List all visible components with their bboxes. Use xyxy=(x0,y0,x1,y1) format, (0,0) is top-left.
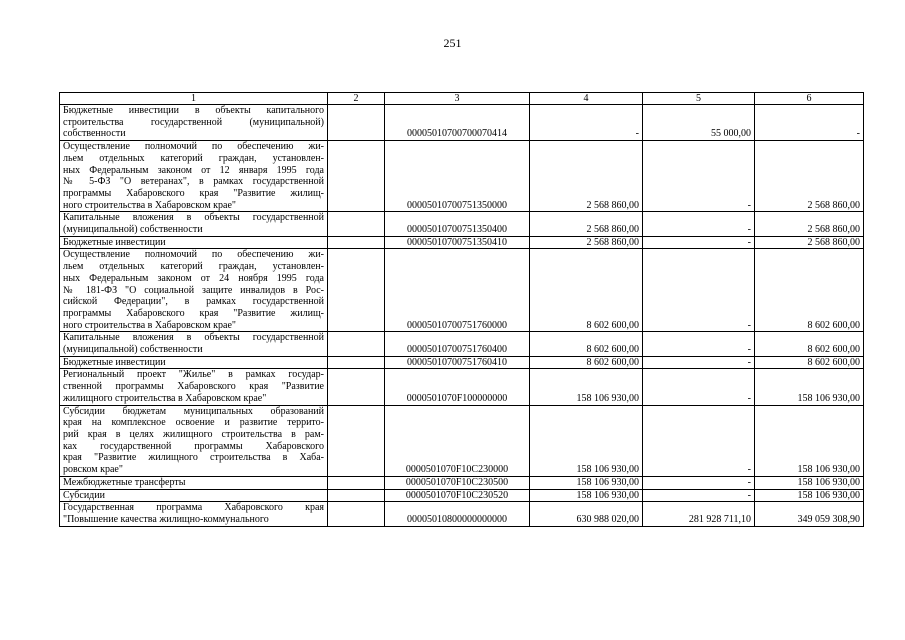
description-line: ного строительства в Хабаровском крае" xyxy=(63,199,236,211)
row-value-4: 2 568 860,00 xyxy=(530,212,643,236)
row-column-2 xyxy=(328,489,385,502)
row-value-6: 8 602 600,00 xyxy=(755,332,864,356)
row-description xyxy=(60,405,328,476)
row-code: 00005010700751350000 xyxy=(385,141,530,212)
description-line: "Повышение качества жилищно-коммунального xyxy=(63,513,269,525)
row-description xyxy=(60,141,328,212)
row-description xyxy=(60,332,328,356)
description-line: ственной программы Хабаровского края "Развитие xyxy=(63,381,324,393)
row-column-2 xyxy=(328,369,385,405)
row-value-5: - xyxy=(643,332,755,356)
description-line: сийской Федерации", в рамках государственной xyxy=(63,296,324,308)
description-line: Межбюджетные трансферты xyxy=(63,476,186,488)
table-row xyxy=(60,369,864,405)
row-value-6: 2 568 860,00 xyxy=(755,236,864,249)
description-line: собственности xyxy=(63,128,126,140)
description-line: (муниципальной) собственности xyxy=(63,344,203,356)
description-line: ках государственной программы Хабаровского xyxy=(63,440,324,452)
description-line: ного строительства в Хабаровском крае" xyxy=(63,319,236,331)
row-value-4: 8 602 600,00 xyxy=(530,356,643,369)
description-line: рий края в целях жилищного строительства в рам- xyxy=(63,428,324,440)
description-line: края "Развитие жилищного строительства в Хаба- xyxy=(63,452,324,464)
table-row xyxy=(60,236,864,249)
description-line: Государственная программа Хабаровского края xyxy=(63,502,324,514)
row-value-4: 630 988 020,00 xyxy=(530,502,643,526)
row-code: 00005010700751760400 xyxy=(385,332,530,356)
description-line: Субсидии бюджетам муниципальных образований xyxy=(63,405,324,417)
table-body xyxy=(60,105,864,527)
description-line: края на комплексное освоение и развитие террито- xyxy=(63,417,324,429)
table-row xyxy=(60,502,864,526)
row-code: 00005010800000000000 xyxy=(385,502,530,526)
column-header-4: 4 xyxy=(530,93,643,105)
row-value-6: 158 106 930,00 xyxy=(755,476,864,489)
row-column-2 xyxy=(328,141,385,212)
description-line: № 181-ФЗ "О социальной защите инвалидов в Рос- xyxy=(63,284,324,296)
row-description xyxy=(60,249,328,332)
description-line: Капитальные вложения в объекты государственной xyxy=(63,212,324,224)
description-line: программы Хабаровского края "Развитие жилищ- xyxy=(63,307,324,319)
description-line: № 5-ФЗ "О ветеранах", в рамках государственной xyxy=(63,176,324,188)
row-description xyxy=(60,369,328,405)
description-line: (муниципальной) собственности xyxy=(63,224,203,236)
row-value-5: - xyxy=(643,356,755,369)
row-description xyxy=(60,236,328,249)
row-value-5: 55 000,00 xyxy=(643,105,755,141)
description-line: льем отдельных категорий граждан, установлен- xyxy=(63,261,324,273)
table-row xyxy=(60,141,864,212)
description-line: Региональный проект "Жилье" в рамках государ- xyxy=(63,369,324,381)
row-column-2 xyxy=(328,502,385,526)
row-value-4: 158 106 930,00 xyxy=(530,369,643,405)
page-number: 251 xyxy=(443,36,462,50)
description-line: программы Хабаровского края "Развитие жилищ- xyxy=(63,187,324,199)
row-value-6: - xyxy=(755,105,864,141)
row-description xyxy=(60,105,328,141)
table-row xyxy=(60,405,864,476)
table-row xyxy=(60,332,864,356)
column-header-5: 5 xyxy=(643,93,755,105)
row-value-4: 8 602 600,00 xyxy=(530,249,643,332)
row-column-2 xyxy=(328,356,385,369)
row-code: 0000501070F10С230500 xyxy=(385,476,530,489)
row-value-6: 158 106 930,00 xyxy=(755,489,864,502)
row-column-2 xyxy=(328,476,385,489)
row-column-2 xyxy=(328,249,385,332)
description-line: Капитальные вложения в объекты государственной xyxy=(63,332,324,344)
description-line: строительства государственной (муниципальной) xyxy=(63,116,324,128)
table-row xyxy=(60,212,864,236)
row-value-6: 8 602 600,00 xyxy=(755,249,864,332)
table-row xyxy=(60,476,864,489)
column-header-2: 2 xyxy=(328,93,385,105)
row-value-6: 8 602 600,00 xyxy=(755,356,864,369)
description-line: жилищного строительства в Хабаровском крае" xyxy=(63,392,267,404)
row-description xyxy=(60,212,328,236)
row-value-4: 2 568 860,00 xyxy=(530,236,643,249)
row-value-4: 158 106 930,00 xyxy=(530,489,643,502)
description-line: ровском крае" xyxy=(63,464,123,476)
row-column-2 xyxy=(328,405,385,476)
column-header-1: 1 xyxy=(60,93,328,105)
row-description xyxy=(60,502,328,526)
row-value-5: 281 928 711,10 xyxy=(643,502,755,526)
description-line: Осуществление полномочий по обеспечению жи- xyxy=(63,141,324,153)
row-value-5: - xyxy=(643,249,755,332)
row-value-6: 2 568 860,00 xyxy=(755,141,864,212)
row-description xyxy=(60,356,328,369)
description-line: ных Федеральным законом от 24 ноября 1995 года xyxy=(63,272,324,284)
row-value-4: 158 106 930,00 xyxy=(530,405,643,476)
row-code: 00005010700700070414 xyxy=(385,105,530,141)
row-description xyxy=(60,476,328,489)
description-line: льем отдельных категорий граждан, установлен- xyxy=(63,152,324,164)
table-row xyxy=(60,105,864,141)
description-line: ных Федеральным законом от 12 января 1995 года xyxy=(63,164,324,176)
row-value-6: 158 106 930,00 xyxy=(755,369,864,405)
row-value-5: - xyxy=(643,141,755,212)
table-row xyxy=(60,356,864,369)
row-value-5: - xyxy=(643,236,755,249)
row-column-2 xyxy=(328,212,385,236)
row-value-5: - xyxy=(643,369,755,405)
description-line: Субсидии xyxy=(63,489,105,501)
table-row xyxy=(60,249,864,332)
row-value-6: 349 059 308,90 xyxy=(755,502,864,526)
description-line: Бюджетные инвестиции xyxy=(63,356,166,368)
row-value-6: 158 106 930,00 xyxy=(755,405,864,476)
row-value-5: - xyxy=(643,405,755,476)
row-description xyxy=(60,489,328,502)
row-value-5: - xyxy=(643,212,755,236)
budget-table xyxy=(59,92,864,527)
row-code: 0000501070F10С230520 xyxy=(385,489,530,502)
column-header-6: 6 xyxy=(755,93,864,105)
row-value-4: 158 106 930,00 xyxy=(530,476,643,489)
row-code: 00005010700751760000 xyxy=(385,249,530,332)
row-code: 00005010700751760410 xyxy=(385,356,530,369)
row-code: 0000501070F100000000 xyxy=(385,369,530,405)
row-value-5: - xyxy=(643,489,755,502)
row-value-6: 2 568 860,00 xyxy=(755,212,864,236)
description-line: Бюджетные инвестиции в объекты капитального xyxy=(63,105,324,116)
description-line: Бюджетные инвестиции xyxy=(63,236,166,248)
row-value-5: - xyxy=(643,476,755,489)
row-column-2 xyxy=(328,105,385,141)
header-row xyxy=(60,93,864,105)
table-row xyxy=(60,489,864,502)
description-line: Осуществление полномочий по обеспечению жи- xyxy=(63,249,324,261)
row-column-2 xyxy=(328,236,385,249)
row-value-4: - xyxy=(530,105,643,141)
row-value-4: 8 602 600,00 xyxy=(530,332,643,356)
row-code: 00005010700751350410 xyxy=(385,236,530,249)
row-code: 00005010700751350400 xyxy=(385,212,530,236)
row-code: 0000501070F10С230000 xyxy=(385,405,530,476)
column-header-3: 3 xyxy=(385,93,530,105)
row-value-4: 2 568 860,00 xyxy=(530,141,643,212)
row-column-2 xyxy=(328,332,385,356)
